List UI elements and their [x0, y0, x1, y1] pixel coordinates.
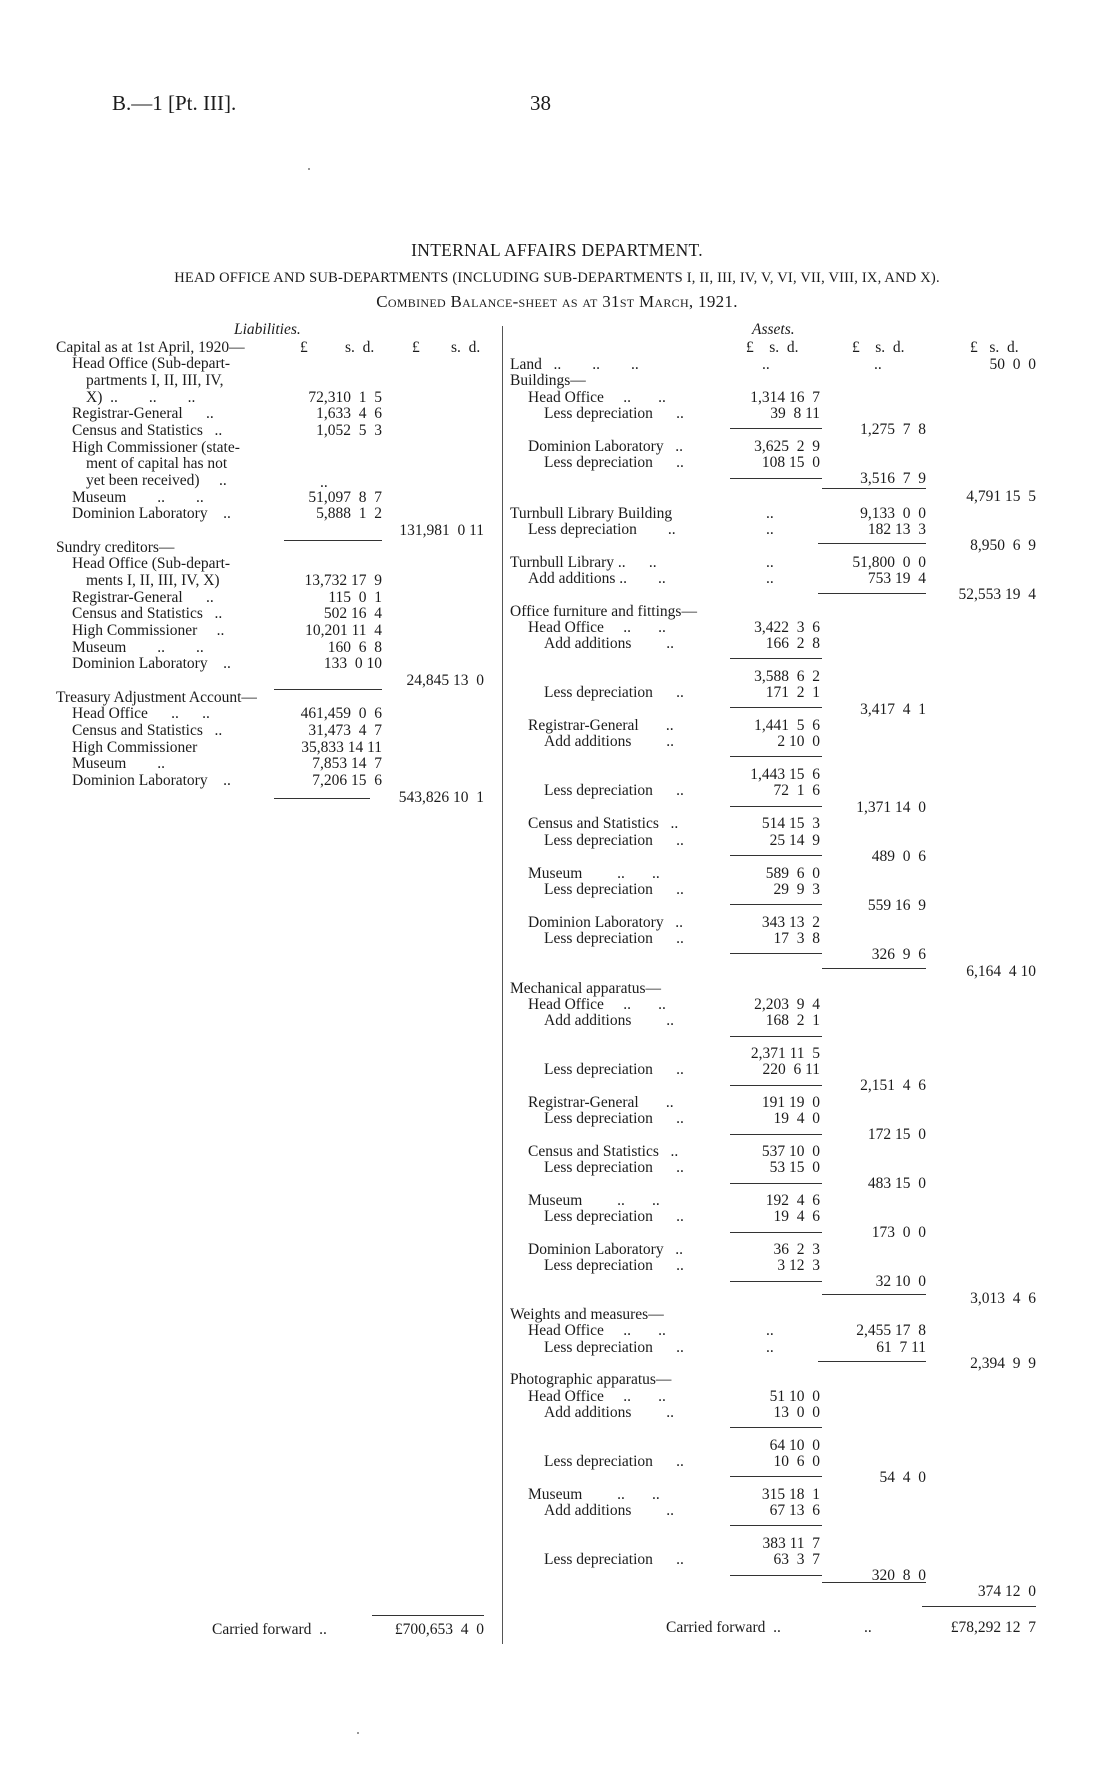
capital-heading: Capital as at 1st April, 1920— — [56, 339, 245, 356]
label: Census and Statistics .. — [528, 1143, 679, 1160]
col-sd-2: s. d. — [451, 339, 481, 356]
net: 326 9 6 — [871, 946, 926, 963]
label: Head Office .. .. — [528, 996, 666, 1013]
label: Dominion Laboratory .. — [528, 438, 683, 455]
total: 50 0 0 — [989, 356, 1036, 373]
label: Dominion Laboratory .. — [528, 1241, 683, 1258]
total: 8,950 6 9 — [970, 537, 1036, 554]
amount: 7,206 15 6 — [312, 772, 382, 789]
dots: .. — [766, 521, 774, 538]
sundry-heading: Sundry creditors— — [56, 539, 175, 556]
amount: 39 8 11 — [770, 405, 820, 422]
label: Head Office .. .. — [528, 1388, 666, 1405]
label: Census and Statistics .. — [72, 722, 223, 739]
amount: 13 0 0 — [773, 1404, 820, 1421]
col-header-3: £ s. d. — [970, 339, 1019, 356]
label: Less depreciation .. — [528, 521, 676, 538]
label: Add additions .. — [544, 733, 675, 750]
label: Head Office .. .. — [528, 619, 666, 636]
amount: 133 0 10 — [323, 655, 382, 672]
amount: 315 18 1 — [761, 1486, 820, 1503]
col-pound-1: £ — [300, 339, 308, 356]
net: 1,371 14 0 — [856, 799, 926, 816]
amount: 3 12 3 — [777, 1257, 820, 1274]
col-sd-1: s. d. — [345, 339, 375, 356]
amount: 63 3 7 — [773, 1551, 820, 1568]
amount: 3,588 6 2 — [754, 668, 820, 685]
label: Head Office .. .. — [528, 1322, 666, 1339]
amount: 7,853 14 7 — [312, 755, 382, 772]
net: 483 15 0 — [867, 1175, 926, 1192]
col-pound-2: £ — [412, 339, 420, 356]
assets-heading: Assets. — [752, 321, 795, 338]
total: 3,013 4 6 — [970, 1290, 1036, 1307]
section-heading: Weights and measures— — [510, 1306, 664, 1323]
amount: 72,310 1 5 — [308, 389, 382, 406]
amount: 51,097 8 7 — [308, 489, 382, 506]
amount: 2 10 0 — [777, 733, 820, 750]
dots: .. — [766, 570, 774, 587]
amount: 502 16 4 — [323, 605, 382, 622]
label: Add additions .. — [544, 1404, 675, 1421]
net: 559 16 9 — [867, 897, 926, 914]
label: Less depreciation .. — [544, 782, 684, 799]
amount: 166 2 8 — [765, 635, 820, 652]
amount: 3,625 2 9 — [754, 438, 820, 455]
amount: 29 9 3 — [773, 881, 820, 898]
label: Less depreciation .. — [544, 881, 684, 898]
label: ments I, II, III, IV, X) — [86, 572, 220, 589]
label: Dominion Laboratory .. — [72, 655, 231, 672]
amount: 168 2 1 — [765, 1012, 820, 1029]
label: Museum .. — [72, 755, 165, 772]
amount: 191 19 0 — [761, 1094, 820, 1111]
label: Dominion Laboratory .. — [72, 505, 231, 522]
page-reference: B.—1 [Pt. III]. — [112, 91, 237, 115]
label: Registrar-General .. — [528, 1094, 674, 1111]
label: Less depreciation .. — [544, 1208, 684, 1225]
amount: 1,633 4 6 — [316, 405, 382, 422]
section-heading: Buildings— — [510, 372, 586, 389]
label: High Commissioner .. — [72, 622, 225, 639]
label: Census and Statistics .. — [528, 815, 679, 832]
page-number: 38 — [530, 91, 551, 115]
total: 374 12 0 — [977, 1583, 1036, 1600]
carried-forward-total: £78,292 12 7 — [950, 1619, 1036, 1636]
amount: 72 1 6 — [773, 782, 820, 799]
amount: 160 6 8 — [327, 639, 382, 656]
label: Less depreciation .. — [544, 1339, 684, 1356]
amount: 61 7 11 — [876, 1339, 926, 1356]
amount: 25 14 9 — [769, 832, 820, 849]
amount: 1,443 15 6 — [750, 766, 820, 783]
label: Museum .. .. — [528, 865, 660, 882]
column-divider — [502, 326, 503, 1644]
amount: 17 3 8 — [773, 930, 820, 947]
total: 6,164 4 10 — [966, 963, 1036, 980]
dots: .. — [766, 1322, 774, 1339]
amount: 51,800 0 0 — [852, 554, 926, 571]
amount: 13,732 17 9 — [304, 572, 382, 589]
label: Head Office .. .. — [72, 705, 210, 722]
total: 2,394 9 9 — [970, 1355, 1036, 1372]
amount: 1,441 5 6 — [754, 717, 820, 734]
speck — [308, 168, 310, 170]
amount: 514 15 3 — [761, 815, 820, 832]
label: Census and Statistics .. — [72, 422, 223, 439]
label: Museum .. .. — [528, 1486, 660, 1503]
amount: 171 2 1 — [765, 684, 820, 701]
label: Head Office (Sub-depart- — [72, 555, 231, 572]
label: Less depreciation .. — [544, 1061, 684, 1078]
speck — [357, 1732, 359, 1734]
document-subtitle: HEAD OFFICE AND SUB-DEPARTMENTS (INCLUDING SUB-DEPARTMENTS I, II, III, IV, V, VI, VII, VIII, IX, AND X). — [174, 270, 940, 286]
label: Registrar-General .. — [528, 717, 674, 734]
label: Add additions .. — [544, 1012, 675, 1029]
balance-sheet-caption: Combined Balance-sheet as at 31st March, 1921. — [376, 292, 738, 311]
amount: 35,833 14 11 — [301, 739, 382, 756]
amount: 10,201 11 4 — [305, 622, 382, 639]
label: Less depreciation .. — [544, 454, 684, 471]
label: High Commissioner (state- — [72, 439, 240, 456]
total: 4,791 15 5 — [966, 488, 1036, 505]
label: Turnbull Library .. .. — [510, 554, 657, 571]
col-header-1: £ s. d. — [746, 339, 799, 356]
label: Less depreciation .. — [544, 1453, 684, 1470]
label: Museum .. .. — [72, 489, 204, 506]
label: Museum .. .. — [72, 639, 204, 656]
liabilities-heading: Liabilities. — [234, 321, 301, 338]
carried-forward-label: Carried forward .. — [212, 1621, 327, 1638]
carried-forward-total: £700,653 4 0 — [394, 1621, 484, 1638]
section-heading: Office furniture and fittings— — [510, 603, 697, 620]
amount: 2,203 9 4 — [754, 996, 820, 1013]
label: yet been received) .. — [86, 472, 227, 489]
label: Head Office (Sub-depart- — [72, 355, 231, 372]
amount: 182 13 3 — [867, 521, 926, 538]
label: X) .. .. .. — [86, 389, 196, 406]
net: 172 15 0 — [867, 1126, 926, 1143]
label: Land .. .. .. — [510, 356, 639, 373]
amount: 537 10 0 — [761, 1143, 820, 1160]
amount: 2,455 17 8 — [856, 1322, 926, 1339]
amount: 1,314 16 7 — [750, 389, 820, 406]
net: 173 0 0 — [871, 1224, 926, 1241]
treasury-heading: Treasury Adjustment Account— — [56, 689, 257, 706]
net: 32 10 0 — [875, 1273, 926, 1290]
label: High Commissioner — [72, 739, 198, 756]
net: 3,417 4 1 — [860, 701, 926, 718]
dots: .. — [766, 1339, 774, 1356]
label: Less depreciation .. — [544, 930, 684, 947]
label: Registrar-General .. — [72, 405, 214, 422]
net: 1,275 7 8 — [860, 421, 926, 438]
document-title: INTERNAL AFFAIRS DEPARTMENT. — [411, 240, 703, 260]
total: 52,553 19 4 — [958, 586, 1036, 603]
carried-forward-label: Carried forward .. — [666, 1619, 781, 1636]
amount: 343 13 2 — [761, 914, 820, 931]
label: Dominion Laboratory .. — [528, 914, 683, 931]
section-heading: Photographic apparatus— — [510, 1371, 672, 1388]
amount: 461,459 0 6 — [300, 705, 382, 722]
label: Less depreciation .. — [544, 684, 684, 701]
net: 489 0 6 — [871, 848, 926, 865]
amount: 31,473 4 7 — [308, 722, 382, 739]
label: Head Office .. .. — [528, 389, 666, 406]
label: Less depreciation .. — [544, 832, 684, 849]
label: Census and Statistics .. — [72, 605, 223, 622]
label: Less depreciation .. — [544, 1257, 684, 1274]
amount: 51 10 0 — [769, 1388, 820, 1405]
label: Add additions .. — [544, 1502, 675, 1519]
label: Add additions .. — [544, 635, 675, 652]
label: Less depreciation .. — [544, 1159, 684, 1176]
dots: .. — [874, 356, 882, 373]
amount: 36 2 3 — [773, 1241, 820, 1258]
label: Registrar-General .. — [72, 589, 214, 606]
dots: .. — [762, 356, 770, 373]
label: Less depreciation .. — [544, 1551, 684, 1568]
dots: .. — [766, 505, 774, 522]
label: partments I, II, III, IV, — [86, 372, 224, 389]
label: Less depreciation .. — [544, 405, 684, 422]
amount: 53 15 0 — [769, 1159, 820, 1176]
amount: 19 4 0 — [773, 1110, 820, 1127]
amount: 9,133 0 0 — [860, 505, 926, 522]
net: 54 4 0 — [879, 1469, 926, 1486]
col-header-2: £ s. d. — [852, 339, 905, 356]
amount: 383 11 7 — [762, 1535, 820, 1552]
label: Turnbull Library Building — [510, 505, 673, 522]
amount: 64 10 0 — [769, 1437, 820, 1454]
label: Less depreciation .. — [544, 1110, 684, 1127]
net: 3,516 7 9 — [860, 470, 926, 487]
label: Add additions .. .. — [528, 570, 666, 587]
amount: 5,888 1 2 — [316, 505, 382, 522]
amount: 108 15 0 — [761, 454, 820, 471]
subtotal: 24,845 13 0 — [406, 672, 484, 689]
amount: 3,422 3 6 — [754, 619, 820, 636]
net: 320 8 0 — [871, 1567, 926, 1584]
amount: 10 6 0 — [773, 1453, 820, 1470]
amount: 192 4 6 — [765, 1192, 820, 1209]
amount: 1,052 5 3 — [316, 422, 382, 439]
amount: 67 13 6 — [769, 1502, 820, 1519]
dots: .. — [864, 1619, 872, 1636]
dots: .. — [766, 554, 774, 571]
amount: 19 4 6 — [773, 1208, 820, 1225]
amount: 589 6 0 — [765, 865, 820, 882]
amount: 2,371 11 5 — [750, 1045, 820, 1062]
amount: 115 0 1 — [328, 589, 382, 606]
label: Museum .. .. — [528, 1192, 660, 1209]
label: Dominion Laboratory .. — [72, 772, 231, 789]
section-heading: Mechanical apparatus— — [510, 980, 662, 997]
subtotal: 131,981 0 11 — [399, 522, 484, 539]
amount-dots: .. — [320, 474, 328, 491]
net: 2,151 4 6 — [860, 1077, 926, 1094]
amount: 753 19 4 — [867, 570, 926, 587]
subtotal: 543,826 10 1 — [398, 789, 484, 806]
label: ment of capital has not — [86, 455, 228, 472]
amount: 220 6 11 — [762, 1061, 820, 1078]
